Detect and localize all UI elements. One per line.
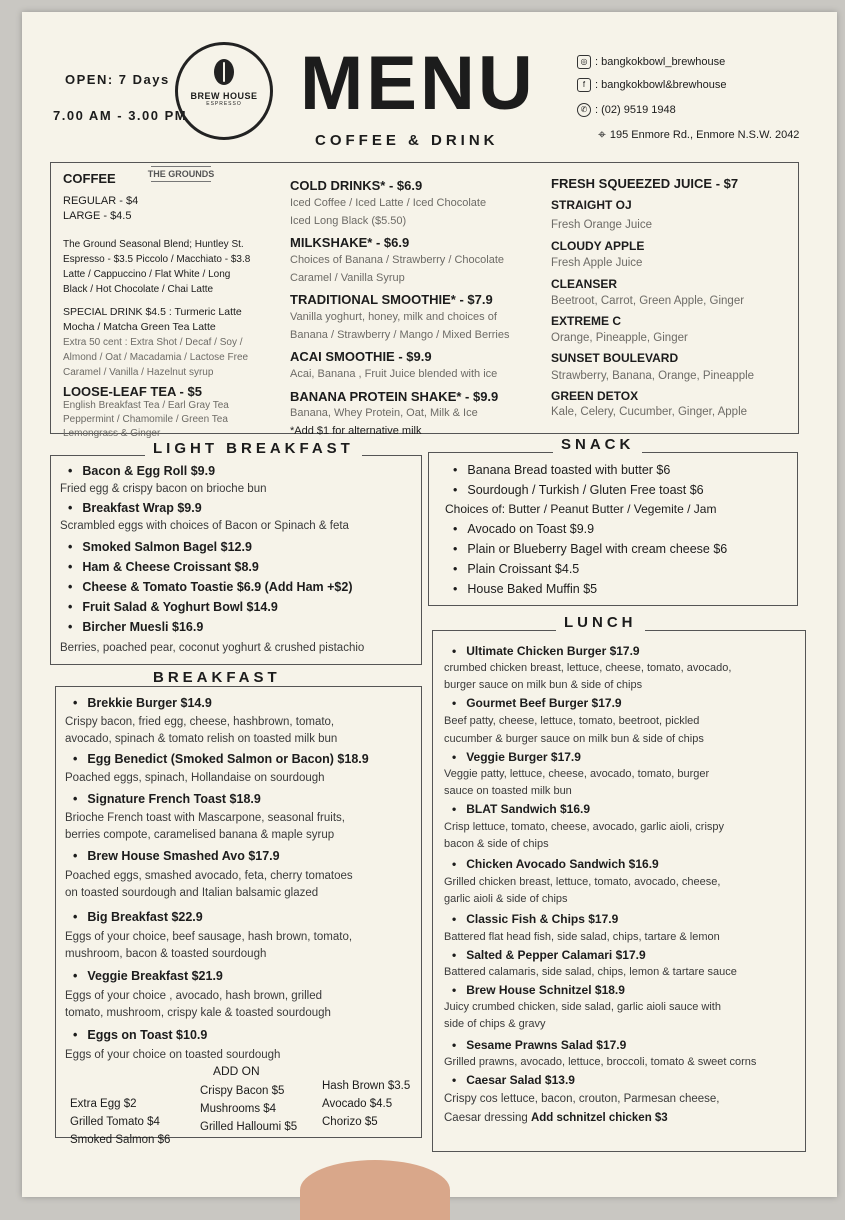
menu-item: • Plain or Blueberry Bagel with cream cheese $6 <box>453 540 795 558</box>
juice-name: STRAIGHT OJ <box>551 198 632 212</box>
juice-name: CLEANSER <box>551 277 618 291</box>
addon-item: Chorizo $5 <box>322 1116 378 1128</box>
menu-item: • Bacon & Egg Roll $9.9 <box>68 462 418 480</box>
drink-title: BANANA PROTEIN SHAKE* - $9.9 <box>290 389 499 404</box>
light-breakfast-title: LIGHT BREAKFAST <box>145 440 362 457</box>
menu-item: • Signature French Toast $18.9 <box>73 790 417 808</box>
menu-item-desc: Crisp lettuce, tomato, cheese, avocado, garlic aioli, crispy <box>444 821 725 833</box>
menu-item-desc: Eggs of your choice on toasted sourdough <box>65 1049 281 1061</box>
tea-desc: Lemongrass & Ginger <box>63 428 161 439</box>
extras-line: Extra 50 cent : Extra Shot / Decaf / Soy / <box>63 337 243 348</box>
drink-title: TRADITIONAL SMOOTHIE* - $7.9 <box>290 292 493 307</box>
menu-item: • Gourmet Beef Burger $17.9 <box>452 694 804 712</box>
juice-name: SUNSET BOULEVARD <box>551 351 679 365</box>
juice-desc: Beetroot, Carrot, Green Apple, Ginger <box>551 295 745 307</box>
juice-desc: Kale, Celery, Cucumber, Ginger, Apple <box>551 406 748 418</box>
menu-item-desc: Beef patty, cheese, lettuce, tomato, beetroot, pickled <box>444 715 700 727</box>
drink-desc: Iced Long Black ($5.50) <box>290 215 407 227</box>
menu-item: • Veggie Breakfast $21.9 <box>73 967 417 985</box>
menu-item-desc: Caesar dressing <box>444 1112 528 1124</box>
menu-item-desc: Grilled chicken breast, lettuce, tomato, avocado, cheese, <box>444 876 721 888</box>
special-drink: Mocha / Matcha Green Tea Latte <box>63 321 216 333</box>
menu-item: • Fruit Salad & Yoghurt Bowl $14.9 <box>68 598 418 616</box>
opening-days: OPEN: 7 Days <box>65 72 170 87</box>
coffee-title: COFFEE <box>63 171 116 186</box>
menu-item: • Classic Fish & Chips $17.9 <box>452 910 804 928</box>
menu-item: • Plain Croissant $4.5 <box>453 560 795 578</box>
menu-item-note: Choices of: Butter / Peanut Butter / Vegemite / Jam <box>445 502 717 516</box>
menu-item-desc: Battered calamaris, side salad, chips, lemon & tartare sauce <box>444 966 737 978</box>
menu-item-desc: avocado, spinach & tomato relish on toasted milk bun <box>65 733 338 745</box>
menu-item-desc: Fried egg & crispy bacon on brioche bun <box>60 483 267 495</box>
menu-item: • Cheese & Tomato Toastie $6.9 (Add Ham +$2) <box>68 578 418 596</box>
breakfast-title: BREAKFAST <box>145 669 289 686</box>
addon-item: Extra Egg $2 <box>70 1098 137 1110</box>
menu-item-desc: Crispy cos lettuce, bacon, crouton, Parmesan cheese, <box>444 1093 720 1105</box>
contact-phone <box>577 103 676 117</box>
menu-item: • Sourdough / Turkish / Gluten Free toast $6 <box>453 481 795 499</box>
page-title: MENU <box>300 41 536 126</box>
drink-title: COLD DRINKS* - $6.9 <box>290 178 423 193</box>
addon-title: ADD ON <box>213 1064 260 1078</box>
addon-item: Avocado $4.5 <box>322 1098 393 1110</box>
menu-item-desc: sauce on toasted milk bun <box>444 785 572 797</box>
addon-item: Mushrooms $4 <box>200 1103 277 1115</box>
menu-item: • Chicken Avocado Sandwich $16.9 <box>452 855 804 873</box>
juice-name: EXTREME C <box>551 314 622 328</box>
menu-item-desc: Eggs of your choice , avocado, hash brown, grilled <box>65 990 322 1002</box>
menu-item: • Brew House Smashed Avo $17.9 <box>73 847 417 865</box>
menu-item-desc: Crispy bacon, fried egg, cheese, hashbrown, tomato, <box>65 716 335 728</box>
addon-item: Hash Brown $3.5 <box>322 1080 411 1092</box>
menu-item: • House Baked Muffin $5 <box>453 580 795 598</box>
addon-item: Smoked Salmon $6 <box>70 1134 171 1146</box>
menu-item-desc: mushroom, bacon & toasted sourdough <box>65 948 267 960</box>
menu-item-desc: bacon & side of chips <box>444 838 549 850</box>
addon-item: Crispy Bacon $5 <box>200 1085 285 1097</box>
addon-column <box>200 1082 297 1136</box>
menu-item: • Salted & Pepper Calamari $17.9 <box>452 946 804 964</box>
menu-item: • Big Breakfast $22.9 <box>73 908 417 926</box>
thumb <box>300 1160 450 1220</box>
menu-item-desc: Eggs of your choice, beef sausage, hash brown, tomato, <box>65 931 353 943</box>
snack-title: SNACK <box>553 436 642 453</box>
menu-item: • Brekkie Burger $14.9 <box>73 694 417 712</box>
juice-column <box>551 176 791 420</box>
menu-item-desc: crumbed chicken breast, lettuce, cheese, tomato, avocado, <box>444 662 732 674</box>
juice-desc: Fresh Orange Juice <box>551 219 652 231</box>
coffee-line: Espresso - $3.5 Piccolo / Macchiato - $3.8 <box>63 254 251 265</box>
menu-item: • Eggs on Toast $10.9 <box>73 1026 417 1044</box>
menu-item-desc: Veggie patty, lettuce, cheese, avocado, tomato, burger <box>444 768 710 780</box>
lunch-list <box>444 642 804 1127</box>
drink-desc: Acai, Banana , Fruit Juice blended with ice <box>290 368 498 380</box>
instagram-icon: ◎ <box>577 55 591 69</box>
drink-desc: Vanilla yoghurt, honey, milk and choices of <box>290 311 497 323</box>
caesar-addon: Add schnitzel chicken $3 <box>530 1112 668 1124</box>
caesar-dressing-line <box>444 1109 804 1127</box>
extras-line: Almond / Oat / Macadamia / Lactose Free <box>63 352 249 363</box>
light-breakfast-list <box>60 462 418 657</box>
menu-item-desc: Juicy crumbed chicken, side salad, garlic aioli sauce with <box>444 1001 721 1013</box>
page-subtitle: COFFEE & DRINK <box>315 132 499 149</box>
opening-hours: 7.00 AM - 3.00 PM <box>53 108 188 123</box>
menu-item-desc: on toasted sourdough and Italian balsamic glazed <box>65 887 319 899</box>
alt-milk-note: *Add $1 for alternative milk <box>290 425 422 437</box>
addon-column <box>70 1095 170 1149</box>
menu-item-desc: Brioche French toast with Mascarpone, seasonal fruits, <box>65 812 345 824</box>
facebook-icon: f <box>577 78 591 92</box>
coffee-line: Black / Hot Chocolate / Chai Latte <box>63 284 214 295</box>
special-drink: SPECIAL DRINK $4.5 : Turmeric Latte <box>63 306 242 318</box>
coffee-blend: The Ground Seasonal Blend; Huntley St. <box>63 239 244 250</box>
cold-drinks-column <box>290 178 545 437</box>
addon-item: Grilled Tomato $4 <box>70 1116 160 1128</box>
tea-title: LOOSE-LEAF TEA - $5 <box>63 384 202 399</box>
juice-name: CLOUDY APPLE <box>551 239 645 253</box>
menu-item: • Bircher Muesli $16.9 <box>68 618 418 636</box>
contact-text: : (02) 9519 1948 <box>595 104 676 116</box>
lunch-title: LUNCH <box>556 614 645 631</box>
menu-item-desc: Poached eggs, spinach, Hollandaise on sourdough <box>65 772 325 784</box>
juice-desc: Orange, Pineapple, Ginger <box>551 332 688 344</box>
menu-item: • Smoked Salmon Bagel $12.9 <box>68 538 418 556</box>
menu-item: • Avocado on Toast $9.9 <box>453 520 795 538</box>
drink-desc: Caramel / Vanilla Syrup <box>290 272 405 284</box>
menu-item: • Sesame Prawns Salad $17.9 <box>452 1036 804 1054</box>
menu-item-desc: Poached eggs, smashed avocado, feta, cherry tomatoes <box>65 870 353 882</box>
menu-item-desc: side of chips & gravy <box>444 1018 546 1030</box>
menu-item-desc: garlic aioli & side of chips <box>444 893 568 905</box>
juice-name: GREEN DETOX <box>551 389 639 403</box>
grounds-logo-text: THE GROUNDS <box>147 169 215 179</box>
coffee-bean-icon <box>214 59 234 85</box>
menu-item-desc: cucumber & burger sauce on milk bun & side of chips <box>444 733 704 745</box>
snack-list <box>445 461 795 598</box>
juice-title: FRESH SQUEEZED JUICE - $7 <box>551 176 739 191</box>
contact-address <box>598 126 799 143</box>
menu-item-desc: Battered flat head fish, side salad, chips, tartare & lemon <box>444 931 720 943</box>
tea-desc: Peppermint / Chamomile / Green Tea <box>63 414 228 425</box>
breakfast-list <box>65 694 417 1064</box>
menu-item: • Breakfast Wrap $9.9 <box>68 499 418 517</box>
brew-house-logo <box>175 42 273 140</box>
addon-item: Grilled Halloumi $5 <box>200 1121 298 1133</box>
coffee-large: LARGE - $4.5 <box>63 210 132 222</box>
contact-facebook <box>577 78 726 92</box>
menu-item: • Brew House Schnitzel $18.9 <box>452 981 804 999</box>
contact-text: : bangkokbowl_brewhouse <box>595 56 726 68</box>
menu-item-desc: burger sauce on milk bun & side of chips <box>444 679 643 691</box>
menu-item: • Ultimate Chicken Burger $17.9 <box>452 642 804 660</box>
contact-text: : bangkokbowl&brewhouse <box>595 79 727 91</box>
menu-item: • Veggie Burger $17.9 <box>452 748 804 766</box>
menu-item-desc: Scrambled eggs with choices of Bacon or Spinach & feta <box>60 520 349 532</box>
logo-name: BREW HOUSE <box>190 91 258 101</box>
menu-item: • BLAT Sandwich $16.9 <box>452 800 804 818</box>
menu-item-desc: tomato, mushroom, crispy kale & toasted sourdough <box>65 1007 331 1019</box>
menu-item-desc: Berries, poached pear, coconut yoghurt & crushed pistachio <box>60 642 365 654</box>
logo-sub: ESPRESSO <box>206 101 242 107</box>
juice-desc: Fresh Apple Juice <box>551 257 643 269</box>
drink-desc: Banana, Whey Protein, Oat, Milk & Ice <box>290 407 478 419</box>
tea-desc: English Breakfast Tea / Earl Gray Tea <box>63 400 229 411</box>
menu-item: • Ham & Cheese Croissant $8.9 <box>68 558 418 576</box>
juice-desc: Strawberry, Banana, Orange, Pineapple <box>551 370 755 382</box>
menu-item: • Egg Benedict (Smoked Salmon or Bacon) $18.9 <box>73 750 417 768</box>
contact-text: 195 Enmore Rd., Enmore N.S.W. 2042 <box>609 128 800 141</box>
drink-desc: Choices of Banana / Strawberry / Chocolate <box>290 254 505 266</box>
drink-desc: Iced Coffee / Iced Latte / Iced Chocolate <box>290 197 487 209</box>
coffee-column <box>63 171 283 441</box>
drink-desc: Banana / Strawberry / Mango / Mixed Berries <box>290 329 510 341</box>
coffee-regular: REGULAR - $4 <box>63 195 139 207</box>
phone-icon: ✆ <box>577 103 591 117</box>
location-icon: ⌖ <box>598 126 606 142</box>
addon-column <box>322 1077 410 1131</box>
menu-item: • Banana Bread toasted with butter $6 <box>453 461 795 479</box>
contact-instagram <box>577 55 725 69</box>
coffee-line: Latte / Cappuccino / Flat White / Long <box>63 269 231 280</box>
drink-title: ACAI SMOOTHIE - $9.9 <box>290 349 432 364</box>
drink-title: MILKSHAKE* - $6.9 <box>290 235 410 250</box>
menu-item-desc: Grilled prawns, avocado, lettuce, broccoli, tomato & sweet corns <box>444 1056 757 1068</box>
menu-item-desc: berries compote, caramelised banana & maple syrup <box>65 829 335 841</box>
the-grounds-logo <box>140 166 222 182</box>
extras-line: Caramel / Vanilla / Hazelnut syrup <box>63 367 214 378</box>
menu-item: • Caesar Salad $13.9 <box>452 1071 804 1089</box>
